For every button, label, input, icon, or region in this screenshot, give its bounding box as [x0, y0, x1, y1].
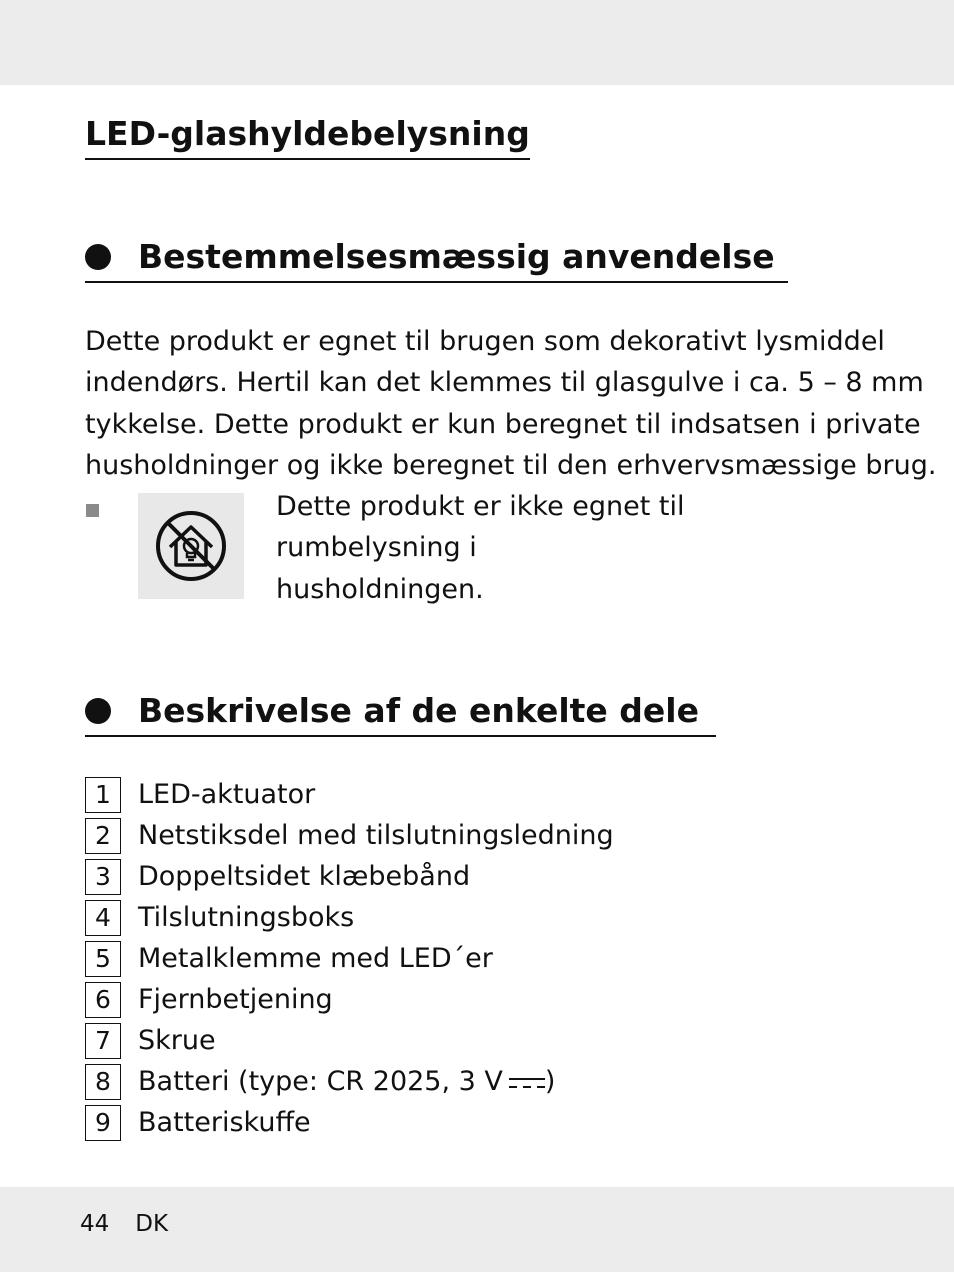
list-item: [85, 897, 614, 938]
part-number-box: 2: [85, 818, 121, 854]
section-heading-intended-use: [85, 235, 788, 283]
part-number-box: 5: [85, 941, 121, 977]
battery-label-suffix: ): [544, 1066, 556, 1097]
part-label: Skrue: [138, 1025, 216, 1056]
page-footer: [80, 1211, 194, 1237]
part-label-battery: [138, 1066, 555, 1097]
no-room-lighting-icon-graphic: [153, 508, 229, 584]
list-item: [85, 1020, 614, 1061]
note-line: husholdningen.: [276, 573, 484, 605]
part-label: Tilslutningsboks: [138, 902, 355, 933]
language-code: DK: [135, 1211, 169, 1237]
paragraph-line: Dette produkt er egnet til brugen som dekorativt lysmiddel: [85, 326, 885, 357]
list-item: [85, 774, 614, 815]
page-header-band: [0, 0, 954, 85]
part-number-box: 1: [85, 777, 121, 813]
list-item: [85, 1102, 614, 1143]
paragraph-line: tykkelse. Dette produkt er kun beregnet til indsatsen i private: [85, 408, 921, 440]
battery-label-text: Batteri (type: CR 2025, 3 V: [138, 1066, 503, 1097]
part-number-box: 7: [85, 1023, 121, 1059]
no-room-lighting-icon: [138, 493, 244, 599]
part-label: Batteriskuffe: [138, 1107, 311, 1138]
part-number-box: 6: [85, 982, 121, 1018]
part-number-box: 9: [85, 1105, 121, 1141]
page-number: 44: [80, 1211, 110, 1237]
list-item: [85, 1061, 614, 1102]
square-bullet-icon: [86, 504, 99, 517]
part-number-box: 3: [85, 859, 121, 895]
section-heading-text: Beskrivelse af de enkelte dele: [138, 691, 699, 730]
room-lighting-note: [276, 486, 876, 610]
part-label: Netstiksdel med tilslutningsledning: [138, 820, 614, 851]
heading-bullet-icon: [85, 244, 111, 270]
part-number-box: 4: [85, 900, 121, 936]
direct-current-icon: [509, 1077, 545, 1089]
section-heading-parts: [85, 689, 716, 737]
part-label: Metalklemme med LED´er: [138, 943, 493, 974]
part-number-box: 8: [85, 1064, 121, 1100]
paragraph-line: indendørs. Hertil kan det klemmes til glasgulve i ca. 5 – 8 mm: [85, 367, 924, 399]
intended-use-paragraph: [85, 321, 937, 486]
document-title: LED-glashyldebelysning: [85, 112, 530, 160]
list-item: [85, 815, 614, 856]
heading-bullet-icon: [85, 698, 111, 724]
part-label: Fjernbetjening: [138, 984, 333, 1015]
section-heading-text: Bestemmelsesmæssig anvendelse: [138, 237, 775, 276]
part-label: Doppeltsidet klæbebånd: [138, 861, 471, 892]
list-item: [85, 979, 614, 1020]
part-label: LED-aktuator: [138, 779, 316, 810]
list-item: [85, 856, 614, 897]
parts-list: [85, 774, 614, 1143]
list-item: [85, 938, 614, 979]
note-line: Dette produkt er ikke egnet til rumbelysning i: [276, 491, 685, 564]
paragraph-line: husholdninger og ikke beregnet til den erhvervsmæssige brug.: [85, 449, 937, 481]
